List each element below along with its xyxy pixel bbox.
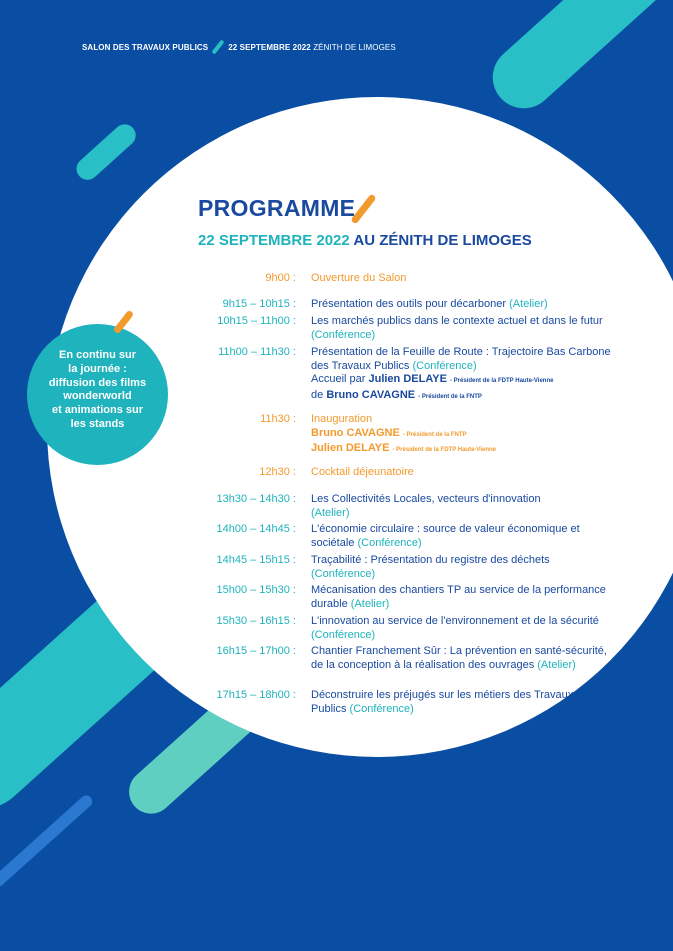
schedule-time: 11h00 – 11h30 :	[218, 346, 296, 358]
schedule-text: Mécanisation des chantiers TP au service de la performance durable	[311, 584, 606, 610]
schedule-time: 15h30 – 16h15 :	[216, 615, 296, 627]
subtitle-venue: AU ZÉNITH DE LIMOGES	[353, 232, 532, 249]
page-title: PROGRAMME	[198, 195, 356, 221]
schedule-text: Les marchés publics dans le contexte actuel et dans le futur	[311, 315, 603, 327]
presenter-name: Bruno CAVAGNE	[326, 388, 416, 401]
schedule-text: Présentation des outils pour décarboner	[311, 298, 507, 310]
schedule-text: Chantier Franchement Sûr : La prévention en santé-sécurité, de la conception à la réalisation des ouvrages	[311, 645, 607, 671]
schedule-time: 16h15 – 17h00 :	[216, 645, 296, 657]
schedule-time: 9h00 :	[265, 272, 296, 284]
schedule-text: Les Collectivités Locales, vecteurs d'innovation	[311, 493, 541, 505]
schedule-text: Inauguration	[311, 413, 373, 425]
schedule-time: 14h00 – 14h45 :	[216, 523, 296, 535]
bubble-line: la journée :	[68, 362, 127, 375]
schedule-desc	[311, 315, 611, 342]
schedule-desc	[311, 645, 611, 672]
schedule-desc	[311, 413, 611, 458]
schedule-time: 12h30 :	[259, 466, 296, 478]
presenter-role: - Président de la FDTP Haute-Vienne	[450, 378, 554, 384]
schedule-desc	[311, 523, 611, 550]
schedule-desc	[311, 615, 611, 642]
schedule-time: 13h30 – 14h30 :	[216, 493, 296, 505]
schedule-desc	[311, 584, 611, 611]
schedule-text: L'économie circulaire : source de valeur économique et sociétale	[311, 523, 580, 549]
page-subtitle	[198, 232, 532, 249]
event-name: SALON DES TRAVAUX PUBLICS	[82, 43, 209, 53]
subtitle-date: 22 SEPTEMBRE 2022	[198, 232, 350, 249]
schedule-tag: (Atelier)	[537, 658, 576, 671]
schedule-desc	[311, 493, 611, 520]
bubble-line: wonderworld	[63, 390, 132, 403]
slash-icon	[212, 39, 225, 54]
bubble-line: les stands	[70, 417, 125, 430]
schedule-text: Présentation de la Feuille de Route : Trajectoire Bas Carbone des Travaux Publics	[311, 346, 611, 372]
schedule-tag: (Conférence)	[311, 567, 376, 580]
schedule-tag: (Conférence)	[412, 359, 477, 372]
schedule-desc	[311, 346, 611, 404]
schedule-text: Traçabilité : Présentation du registre des déchets	[311, 554, 550, 566]
presenter-name: Julien DELAYE	[368, 373, 447, 385]
schedule-tag: (Atelier)	[509, 298, 548, 310]
bubble-line: En continu sur	[59, 349, 136, 361]
schedule-tag: (Conférence)	[311, 628, 376, 641]
schedule-time: 17h15 – 18h00 :	[216, 689, 296, 701]
decor-stripe-top-right	[480, 0, 673, 121]
schedule-tag: (Conférence)	[311, 328, 376, 341]
schedule-desc: Cocktail déjeunatoire	[311, 466, 414, 478]
schedule-desc	[311, 298, 611, 312]
schedule-desc: Ouverture du Salon	[311, 272, 407, 284]
decor-stripe-small-left	[72, 120, 140, 185]
accueil-prefix: Accueil par	[311, 373, 366, 385]
schedule-time: 14h45 – 15h15 :	[216, 554, 296, 566]
schedule-text: Déconstruire les préjugés sur les métiers des Travaux Publics	[311, 689, 574, 715]
decor-stripe-bottom-thin	[0, 793, 95, 889]
schedule-text: L'innovation au service de l'environnement et de la sécurité	[311, 615, 599, 627]
schedule-time: 11h30 :	[260, 413, 296, 425]
guest-name: Bruno CAVAGNE	[311, 426, 400, 439]
schedule-tag: (Atelier)	[350, 597, 390, 610]
schedule-desc	[311, 689, 611, 716]
schedule-tag: (Conférence)	[357, 536, 422, 549]
bubble-line: diffusion des films	[48, 376, 147, 389]
schedule-time: 10h15 – 11h00 :	[217, 315, 296, 327]
schedule-tag: (Atelier)	[311, 506, 350, 519]
schedule-desc	[311, 554, 611, 581]
header-venue: ZÉNITH DE LIMOGES	[313, 43, 396, 53]
header-date: 22 SEPTEMBRE 2022	[228, 43, 311, 53]
guest-name: Julien DELAYE	[311, 442, 390, 454]
schedule-time: 9h15 – 10h15 :	[222, 298, 296, 310]
guest-role: - Président de la FNTP	[402, 431, 467, 438]
bubble-line: et animations sur	[51, 404, 144, 417]
schedule-time: 15h00 – 15h30 :	[216, 584, 296, 596]
de-prefix: de	[311, 388, 324, 401]
schedule-tag: (Conférence)	[349, 702, 414, 715]
info-bubble-text	[27, 349, 168, 432]
presenter-role: - Président de la FNTP	[418, 393, 482, 400]
top-header	[82, 40, 396, 56]
guest-role: - Président de la FDTP Haute-Vienne	[392, 447, 496, 453]
